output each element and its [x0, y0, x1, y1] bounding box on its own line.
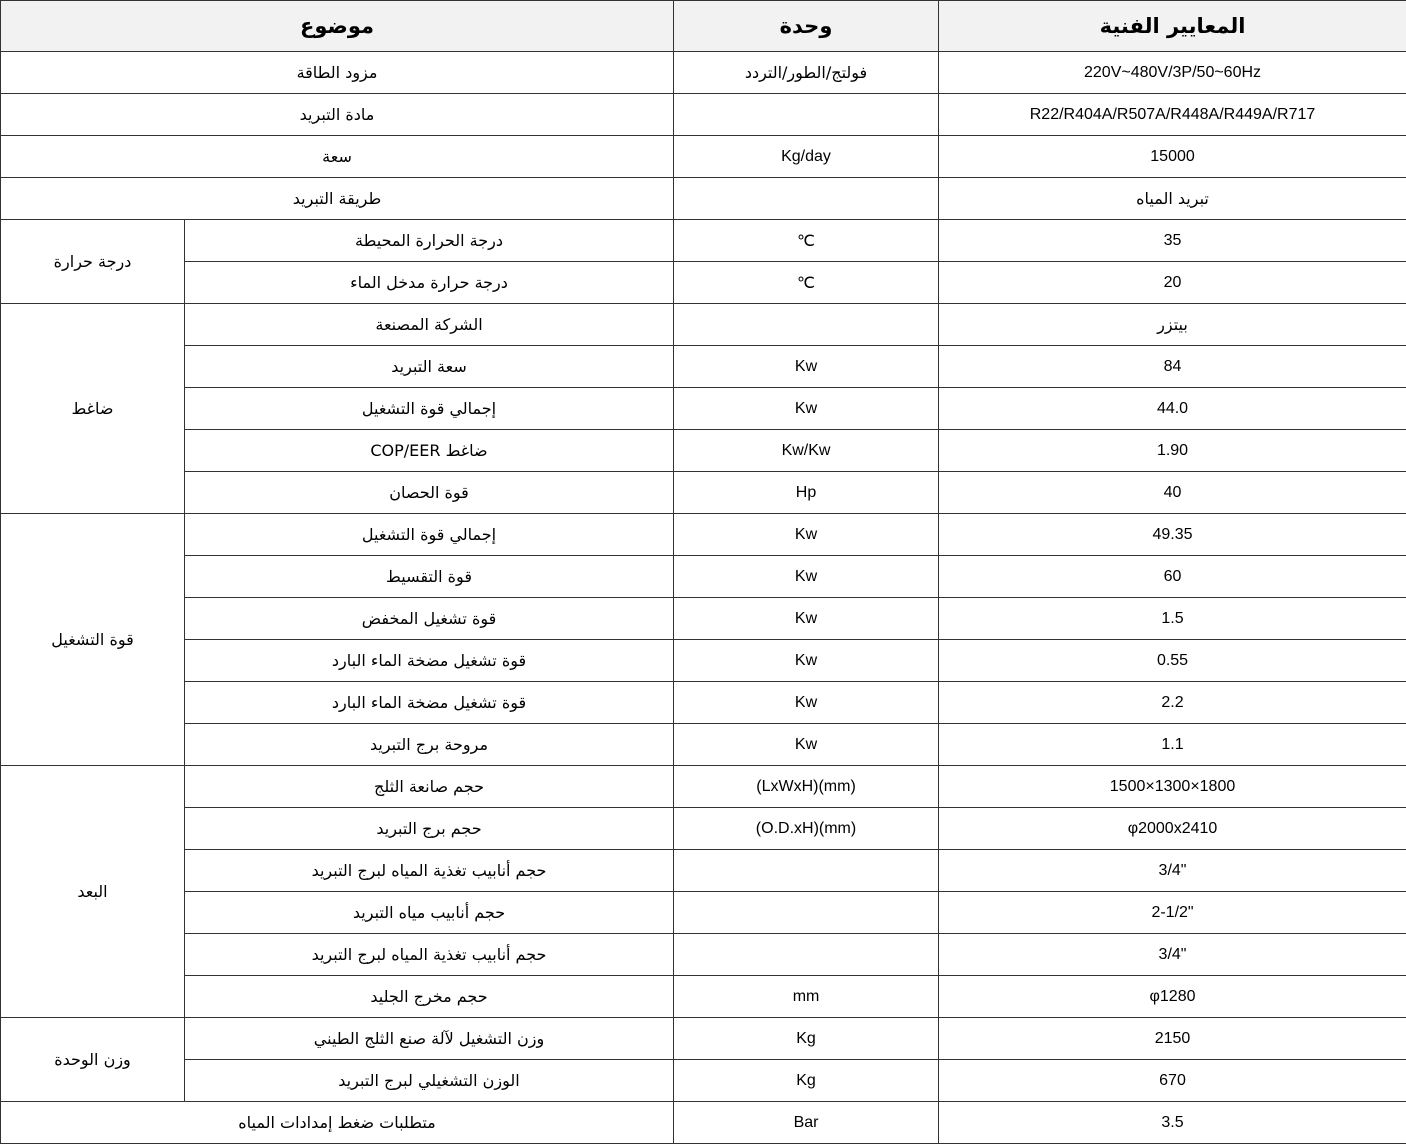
row-value: 3/4"	[939, 934, 1406, 976]
row-value: 3/4"	[939, 850, 1406, 892]
row-label: مروحة برج التبريد	[185, 724, 674, 766]
table-row	[1, 178, 1406, 220]
row-value: 20	[939, 262, 1406, 304]
row-value: 670	[939, 1060, 1406, 1102]
row-label: قوة تشغيل مضخة الماء البارد	[185, 640, 674, 682]
row-label: مادة التبريد	[1, 94, 674, 136]
row-unit: Kw	[674, 640, 939, 682]
row-unit	[674, 178, 939, 220]
row-label: حجم أنابيب تغذية المياه لبرج التبريد	[185, 850, 674, 892]
row-label: إجمالي قوة التشغيل	[185, 514, 674, 556]
table-row	[1, 850, 1406, 892]
row-label: طريقة التبريد	[1, 178, 674, 220]
header-row	[1, 1, 1406, 52]
row-label: وزن التشغيل لآلة صنع الثلج الطيني	[185, 1018, 674, 1060]
row-value: 220V~480V/3P/50~60Hz	[939, 52, 1406, 94]
row-label: قوة تشغيل المخفض	[185, 598, 674, 640]
row-value: 0.55	[939, 640, 1406, 682]
header-specs: المعايير الفنية	[939, 1, 1406, 52]
table-row	[1, 934, 1406, 976]
table-row	[1, 640, 1406, 682]
row-value: 15000	[939, 136, 1406, 178]
table-row	[1, 1060, 1406, 1102]
table-row	[1, 892, 1406, 934]
table-row	[1, 598, 1406, 640]
table-row	[1, 388, 1406, 430]
row-label: الشركة المصنعة	[185, 304, 674, 346]
table-row	[1, 304, 1406, 346]
table-row	[1, 1102, 1406, 1144]
row-value: 2150	[939, 1018, 1406, 1060]
group-label-operating-power: قوة التشغيل	[1, 514, 185, 766]
row-unit: ℃	[674, 262, 939, 304]
table-row	[1, 682, 1406, 724]
row-label: حجم صانعة الثلج	[185, 766, 674, 808]
row-unit: Kw	[674, 682, 939, 724]
row-value: 1.5	[939, 598, 1406, 640]
row-unit	[674, 892, 939, 934]
table-row	[1, 262, 1406, 304]
row-label: درجة الحرارة المحيطة	[185, 220, 674, 262]
table-row	[1, 430, 1406, 472]
row-label: قوة الحصان	[185, 472, 674, 514]
row-value: φ1280	[939, 976, 1406, 1018]
row-label: سعة	[1, 136, 674, 178]
row-value: φ2000x2410	[939, 808, 1406, 850]
row-label: مزود الطاقة	[1, 52, 674, 94]
table-row	[1, 556, 1406, 598]
row-label: متطلبات ضغط إمدادات المياه	[1, 1102, 674, 1144]
row-label: حجم برج التبريد	[185, 808, 674, 850]
row-unit	[674, 94, 939, 136]
row-value: 60	[939, 556, 1406, 598]
table-row	[1, 94, 1406, 136]
row-value: بيتزر	[939, 304, 1406, 346]
table-row	[1, 514, 1406, 556]
row-label: حجم أنابيب تغذية المياه لبرج التبريد	[185, 934, 674, 976]
row-unit: فولتج/الطور/التردد	[674, 52, 939, 94]
row-unit: (LxWxH)(mm)	[674, 766, 939, 808]
row-label: حجم أنابيب مياه التبريد	[185, 892, 674, 934]
table-row	[1, 724, 1406, 766]
row-unit: Kg	[674, 1018, 939, 1060]
row-unit: Kw	[674, 724, 939, 766]
row-unit	[674, 850, 939, 892]
group-label-temperature: درجة حرارة	[1, 220, 185, 304]
row-value: 40	[939, 472, 1406, 514]
row-label: سعة التبريد	[185, 346, 674, 388]
table-row	[1, 808, 1406, 850]
row-value: 44.0	[939, 388, 1406, 430]
row-unit: Bar	[674, 1102, 939, 1144]
row-value: 49.35	[939, 514, 1406, 556]
header-topic: موضوع	[1, 1, 674, 52]
row-label: حجم مخرج الجليد	[185, 976, 674, 1018]
row-unit: Kg/day	[674, 136, 939, 178]
row-value: 84	[939, 346, 1406, 388]
row-unit: Kw	[674, 556, 939, 598]
row-unit: Kw	[674, 388, 939, 430]
header-unit: وحدة	[674, 1, 939, 52]
row-label: الوزن التشغيلي لبرج التبريد	[185, 1060, 674, 1102]
row-label: COP/EER ضاغط	[185, 430, 674, 472]
row-unit: Kg	[674, 1060, 939, 1102]
row-value: 1.90	[939, 430, 1406, 472]
group-label-weight: وزن الوحدة	[1, 1018, 185, 1102]
row-value: 2.2	[939, 682, 1406, 724]
table-row	[1, 52, 1406, 94]
row-value: 1500×1300×1800	[939, 766, 1406, 808]
row-unit: Kw/Kw	[674, 430, 939, 472]
table-row	[1, 976, 1406, 1018]
row-value: 2-1/2"	[939, 892, 1406, 934]
table-row	[1, 136, 1406, 178]
row-value: 3.5	[939, 1102, 1406, 1144]
table-row	[1, 766, 1406, 808]
row-unit: mm	[674, 976, 939, 1018]
table-row	[1, 1018, 1406, 1060]
row-unit: Hp	[674, 472, 939, 514]
table-row	[1, 220, 1406, 262]
row-value: تبريد المياه	[939, 178, 1406, 220]
row-value: 35	[939, 220, 1406, 262]
row-label: قوة التقسيط	[185, 556, 674, 598]
table-row	[1, 472, 1406, 514]
row-unit: (O.D.xH)(mm)	[674, 808, 939, 850]
row-label: قوة تشغيل مضخة الماء البارد	[185, 682, 674, 724]
group-label-compressor: ضاغط	[1, 304, 185, 514]
row-value: R22/R404A/R507A/R448A/R449A/R717	[939, 94, 1406, 136]
row-unit: Kw	[674, 346, 939, 388]
row-value: 1.1	[939, 724, 1406, 766]
row-unit	[674, 934, 939, 976]
row-unit: Kw	[674, 514, 939, 556]
row-unit	[674, 304, 939, 346]
row-label: إجمالي قوة التشغيل	[185, 388, 674, 430]
row-unit: Kw	[674, 598, 939, 640]
row-label: درجة حرارة مدخل الماء	[185, 262, 674, 304]
group-label-dimensions: البعد	[1, 766, 185, 1018]
table-row	[1, 346, 1406, 388]
row-unit: ℃	[674, 220, 939, 262]
